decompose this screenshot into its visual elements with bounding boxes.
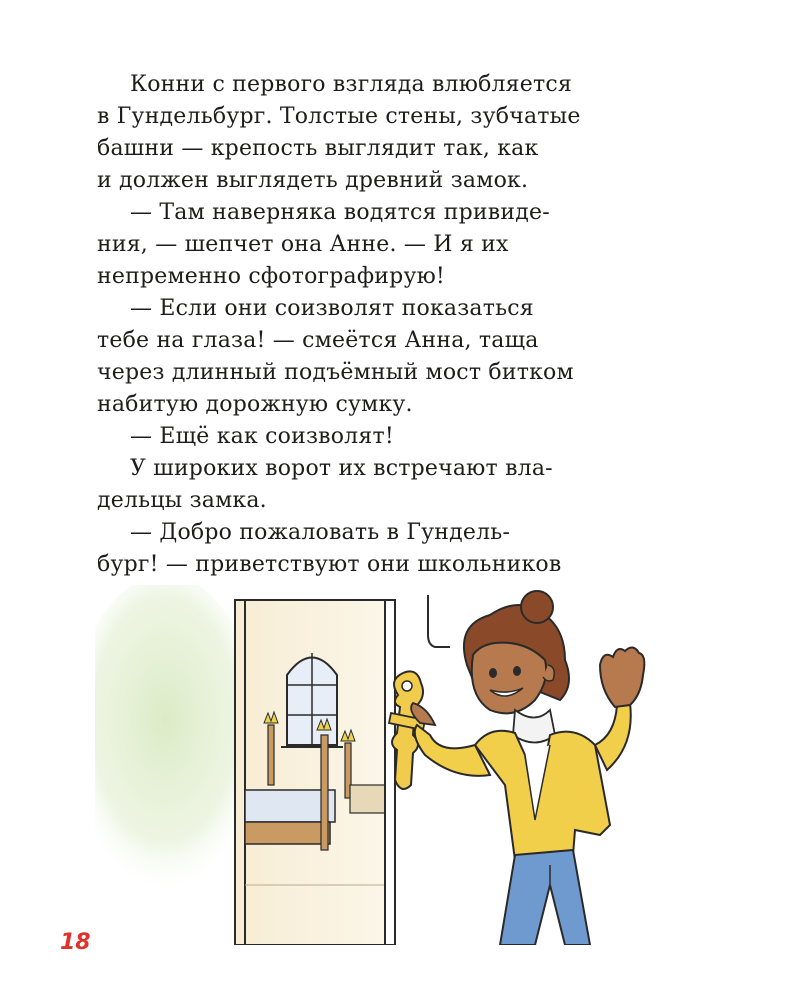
illustration-girl-at-door xyxy=(95,585,715,945)
story-line: дельцы замка. xyxy=(97,488,267,513)
girl-character xyxy=(411,591,644,945)
story-line: — Ещё как соизволят! xyxy=(130,424,394,449)
doorway xyxy=(235,600,385,945)
story-line: бург! — приветствуют они школьников xyxy=(97,552,562,577)
story-line: — Добро пожаловать в Гундель- xyxy=(130,520,511,545)
story-line: — Если они соизволят показаться xyxy=(130,296,534,321)
story-line: непременно сфотографирую! xyxy=(97,264,445,289)
story-line: У широких ворот их встречают вла- xyxy=(130,456,553,481)
story-line: тебе на глаза! — смеётся Анна, таща xyxy=(97,328,539,353)
story-line: и должен выглядеть древний замок. xyxy=(97,168,529,193)
story-line: башни — крепость выглядит так, как xyxy=(97,136,539,161)
story-line: Конни с первого взгляда влюбляется xyxy=(130,72,572,97)
story-line: — Там наверняка водятся привиде- xyxy=(130,200,550,225)
story-line: через длинный подъёмный мост битком xyxy=(97,360,574,385)
story-line: в Гундельбург. Толстые стены, зубчатые xyxy=(97,104,581,129)
story-line: набитую дорожную сумку. xyxy=(97,392,413,417)
story-line: ния, — шепчет она Анне. — И я их xyxy=(97,232,509,257)
page-number: 18 xyxy=(60,930,91,955)
